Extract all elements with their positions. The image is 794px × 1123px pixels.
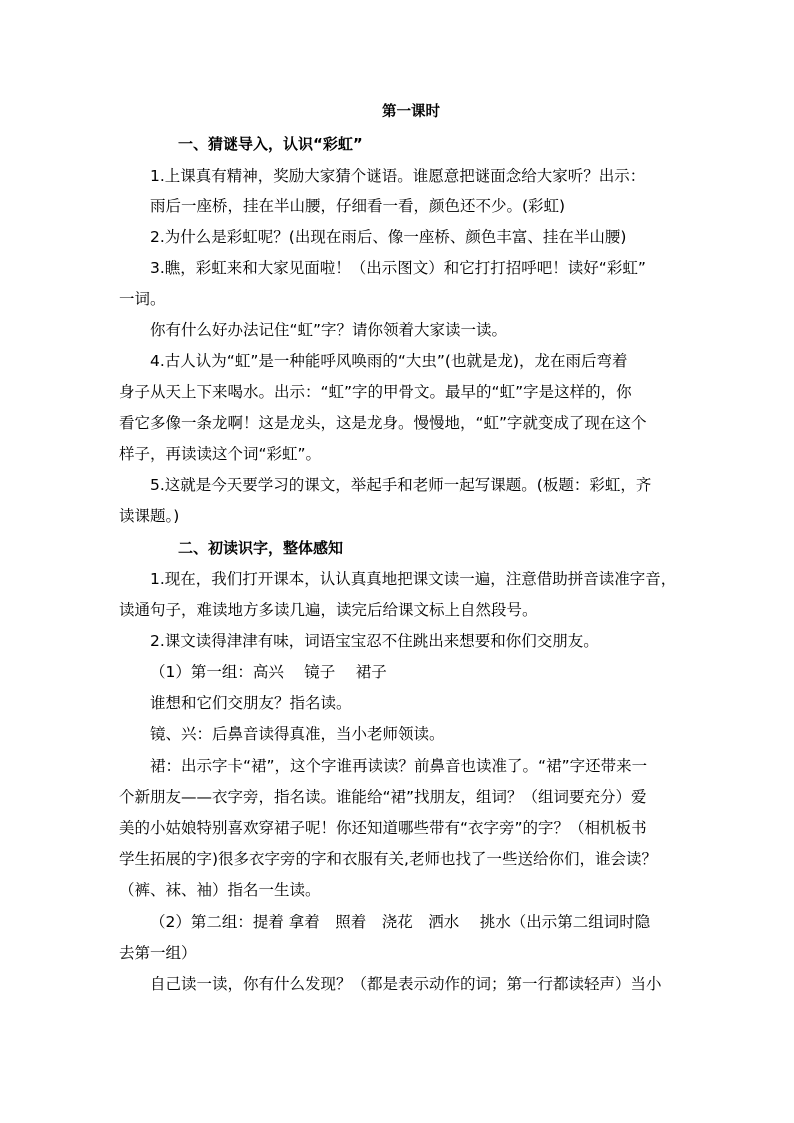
- paragraph-line: （1）第一组：高兴 镜子 裙子: [150, 663, 387, 681]
- paragraph-line: 4.古人认为“虹”是一种能呼风唤雨的“大虫”(也就是龙)，龙在雨后弯着: [150, 352, 628, 370]
- paragraph-line: 镜、兴：后鼻音读得真准，当小老师领读。: [150, 725, 445, 743]
- paragraph-line: 1.现在，我们打开课本，认认真真地把课文读一遍，注意借助拼音读准字音，: [150, 570, 677, 588]
- paragraph-line: （2）第二组：提着 拿着 照着 浇花 洒水 挑水（出示第二组词时隐: [150, 913, 651, 931]
- paragraph-line: 读课题。): [119, 507, 180, 525]
- paragraph-line: 学生拓展的字)很多衣字旁的字和衣服有关,老师也找了一些送给你们，谁会读？: [119, 850, 657, 868]
- paragraph-line: 裙：出示字卡“裙”，这个字谁再读读？前鼻音也读准了。“裙”字还带来一: [150, 757, 648, 775]
- paragraph-line: 雨后一座桥，挂在半山腰，仔细看一看，颜色还不少。(彩虹): [150, 197, 566, 215]
- paragraph-line: 3.瞧，彩虹来和大家见面啦！（出示图文）和它打打招呼吧！读好“彩虹”: [150, 259, 646, 277]
- paragraph-line: 样子，再读读这个词“彩虹”。: [119, 445, 322, 463]
- paragraph-line: 去第一组）: [119, 944, 197, 962]
- paragraph-line: 自己读一读，你有什么发现？（都是表示动作的词；第一行都读轻声）当小: [150, 975, 662, 993]
- paragraph-line: 2.为什么是彩虹呢？(出现在雨后、像一座桥、颜色丰富、挂在半山腰): [150, 228, 627, 246]
- paragraph-line: 你有什么好办法记住“虹”字？请你领着大家读一读。: [150, 321, 508, 339]
- paragraph-line: 1.上课真有精神，奖励大家猜个谜语。谁愿意把谜面念给大家听？出示：: [150, 167, 646, 185]
- paragraph-line: 5.这就是今天要学习的课文，举起手和老师一起写课题。(板题：彩虹，齐: [150, 476, 652, 494]
- paragraph-line: 一词。: [119, 290, 166, 308]
- paragraph-line: 个新朋友——衣字旁，指名读。谁能给“裙”找朋友，组词？（组词要充分）爱: [119, 788, 647, 806]
- paragraph-line: （裤、袜、袖）指名一生读。: [119, 881, 321, 899]
- paragraph-line: 2.课文读得津津有味，词语宝宝忍不住跳出来想要和你们交朋友。: [150, 632, 599, 650]
- paragraph-line: 身子从天上下来喝水。出示：“虹”字的甲骨文。最早的“虹”字是这样的，你: [119, 383, 632, 401]
- lesson-title: 第一课时: [382, 104, 440, 120]
- paragraph-line: 读通句子，难读地方多读几遍，读完后给课文标上自然段号。: [119, 601, 538, 619]
- paragraph-line: 美的小姑娘特别喜欢穿裙子呢！你还知道哪些带有“衣字旁”的字？（相机板书: [119, 819, 647, 837]
- section-heading-1: 一、猜谜导入，认识“彩虹”: [178, 135, 363, 153]
- section-heading-2: 二、初读识字，整体感知: [178, 539, 344, 557]
- paragraph-line: 看它多像一条龙啊！这是龙头，这是龙身。慢慢地，“虹”字就变成了现在这个: [119, 414, 647, 432]
- paragraph-line: 谁想和它们交朋友？指名读。: [150, 694, 352, 712]
